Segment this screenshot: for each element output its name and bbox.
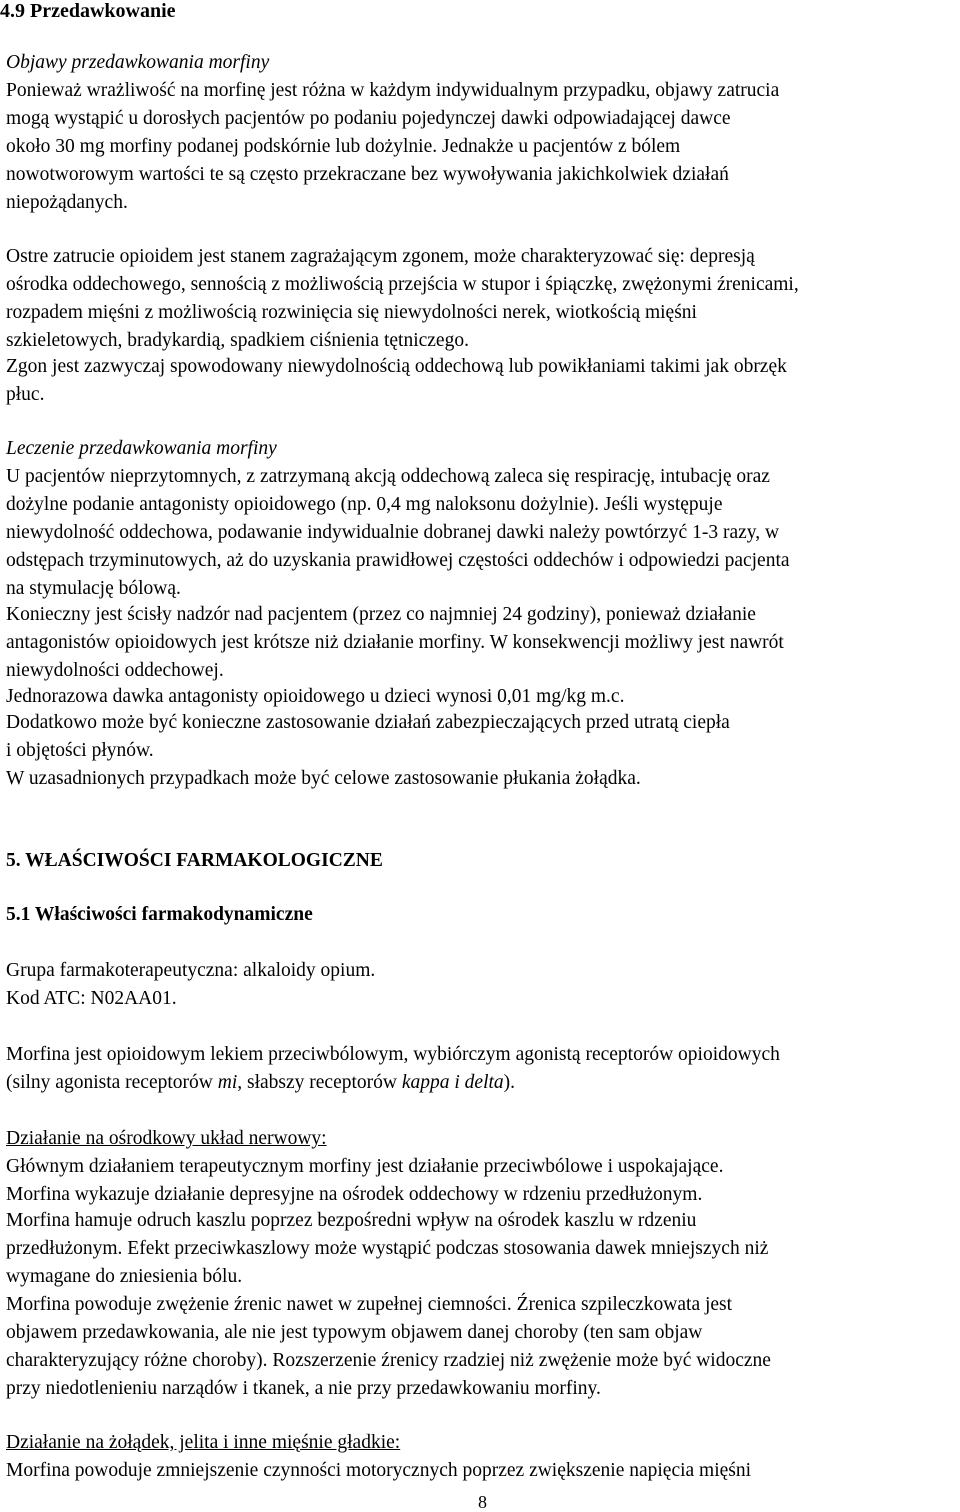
text-run: ). bbox=[503, 1072, 516, 1093]
section-heading-4-9: 4.9 Przedawkowanie bbox=[0, 0, 176, 22]
paragraph-line: ośrodka oddechowego, sennością z możliwością przejścia w stupor i śpiączkę, zwężonymi źrenicami, bbox=[6, 274, 799, 295]
paragraph-line: niepożądanych. bbox=[6, 192, 128, 213]
subheading-symptoms: Objawy przedawkowania morfiny bbox=[6, 52, 270, 73]
section-heading-5-1: 5.1 Właściwości farmakodynamiczne bbox=[6, 904, 313, 925]
section-heading-5: 5. WŁAŚCIWOŚCI FARMAKOLOGICZNE bbox=[6, 850, 383, 871]
paragraph-line: charakteryzujący różne choroby). Rozszerzenie źrenicy rzadziej niż zwężenie może być widoczne bbox=[6, 1350, 771, 1371]
paragraph-line: na stymulację bólową. bbox=[6, 578, 181, 599]
paragraph-line: Ponieważ wrażliwość na morfinę jest różna w każdym indywidualnym przypadku, objawy zatrucia bbox=[6, 80, 780, 101]
paragraph-line: Dodatkowo może być konieczne zastosowanie działań zabezpieczających przed utratą ciepła bbox=[6, 712, 730, 733]
atc-code: Kod ATC: N02AA01. bbox=[6, 988, 177, 1009]
paragraph-line: Morfina powoduje zwężenie źrenic nawet w zupełnej ciemności. Źrenica szpileczkowata jest bbox=[6, 1294, 733, 1315]
paragraph-line: odstępach trzyminutowych, aż do uzyskania prawidłowej częstości oddechów i odpowiedzi pacjenta bbox=[6, 550, 790, 571]
pharmacotherapeutic-group: Grupa farmakoterapeutyczna: alkaloidy opium. bbox=[6, 960, 376, 981]
subheading-gi: Działanie na żołądek, jelita i inne mięśnie gładkie: bbox=[6, 1432, 401, 1453]
paragraph-line: wymagane do zniesienia bólu. bbox=[6, 1266, 243, 1287]
paragraph-line: Konieczny jest ścisły nadzór nad pacjentem (przez co najmniej 24 godziny), ponieważ działanie bbox=[6, 604, 756, 625]
paragraph-line bbox=[6, 1071, 515, 1095]
paragraph-line: i objętości płynów. bbox=[6, 740, 154, 761]
paragraph-line: objawem przedawkowania, ale nie jest typowym objawem danej choroby (ten sam objaw bbox=[6, 1322, 703, 1343]
paragraph-line: rozpadem mięśni z możliwością rozwinięcia się niewydolności nerek, wiotkością mięśni bbox=[6, 302, 697, 323]
paragraph-line: przy niedotlenieniu narządów i tkanek, a nie przy przedawkowaniu morfiny. bbox=[6, 1378, 601, 1399]
paragraph-line: antagonistów opioidowych jest krótsze niż działanie morfiny. W konsekwencji możliwy jest nawrót bbox=[6, 632, 784, 653]
paragraph-line: dożylne podanie antagonisty opioidowego (np. 0,4 mg naloksonu dożylnie). Jeśli występuje bbox=[6, 494, 723, 515]
text-run-italic: mi, bbox=[217, 1072, 243, 1093]
paragraph-line: Zgon jest zazwyczaj spowodowany niewydolnością oddechową lub powikłaniami takimi jak obrzęk bbox=[6, 356, 787, 377]
paragraph-line: W uzasadnionych przypadkach może być celowe zastosowanie płukania żołądka. bbox=[6, 768, 641, 789]
text-run: słabszy receptorów bbox=[242, 1072, 402, 1093]
paragraph-line: przedłużonym. Efekt przeciwkaszlowy może wystąpić podczas stosowania dawek mniejszych niż bbox=[6, 1238, 769, 1259]
text-run: (silny agonista receptorów bbox=[6, 1072, 218, 1093]
paragraph-line: niewydolności oddechowej. bbox=[6, 660, 224, 681]
paragraph-line: płuc. bbox=[6, 384, 45, 405]
paragraph-line: Głównym działaniem terapeutycznym morfiny jest działanie przeciwbólowe i uspokajające. bbox=[6, 1156, 724, 1177]
paragraph-line: około 30 mg morfiny podanej podskórnie lub dożylnie. Jednakże u pacjentów z bólem bbox=[6, 136, 681, 157]
paragraph-line: Ostre zatrucie opioidem jest stanem zagrażającym zgonem, może charakteryzować się: depresją bbox=[6, 246, 755, 267]
paragraph-line: Jednorazowa dawka antagonisty opioidowego u dzieci wynosi 0,01 mg/kg m.c. bbox=[6, 686, 625, 707]
paragraph-line: mogą wystąpić u dorosłych pacjentów po podaniu pojedynczej dawki odpowiadającej dawce bbox=[6, 108, 731, 129]
paragraph-line: nowotworowym wartości te są często przekraczane bez wywoływania jakichkolwiek działań bbox=[6, 164, 729, 185]
paragraph-line: Morfina hamuje odruch kaszlu poprzez bezpośredni wpływ na ośrodek kaszlu w rdzeniu bbox=[6, 1210, 697, 1231]
subheading-cns: Działanie na ośrodkowy układ nerwowy: bbox=[6, 1128, 327, 1149]
paragraph-line: szkieletowych, bradykardią, spadkiem ciśnienia tętniczego. bbox=[6, 330, 469, 351]
paragraph-line: Morfina jest opioidowym lekiem przeciwbólowym, wybiórczym agonistą receptorów opioidowych bbox=[6, 1044, 780, 1065]
paragraph-line: U pacjentów nieprzytomnych, z zatrzymaną akcją oddechową zaleca się respirację, intubację oraz bbox=[6, 466, 770, 487]
text-run-italic: kappa i delta bbox=[401, 1072, 504, 1093]
paragraph-line: Morfina powoduje zmniejszenie czynności motorycznych poprzez zwiększenie napięcia mięśni bbox=[6, 1460, 752, 1481]
page-number: 8 bbox=[478, 1492, 487, 1512]
paragraph-line: niewydolność oddechowa, podawanie indywidualnie dobranej dawki należy powtórzyć 1-3 razy, w bbox=[6, 522, 780, 543]
subheading-treatment: Leczenie przedawkowania morfiny bbox=[6, 438, 277, 459]
paragraph-line: Morfina wykazuje działanie depresyjne na ośrodek oddechowy w rdzeniu przedłużonym. bbox=[6, 1184, 703, 1205]
